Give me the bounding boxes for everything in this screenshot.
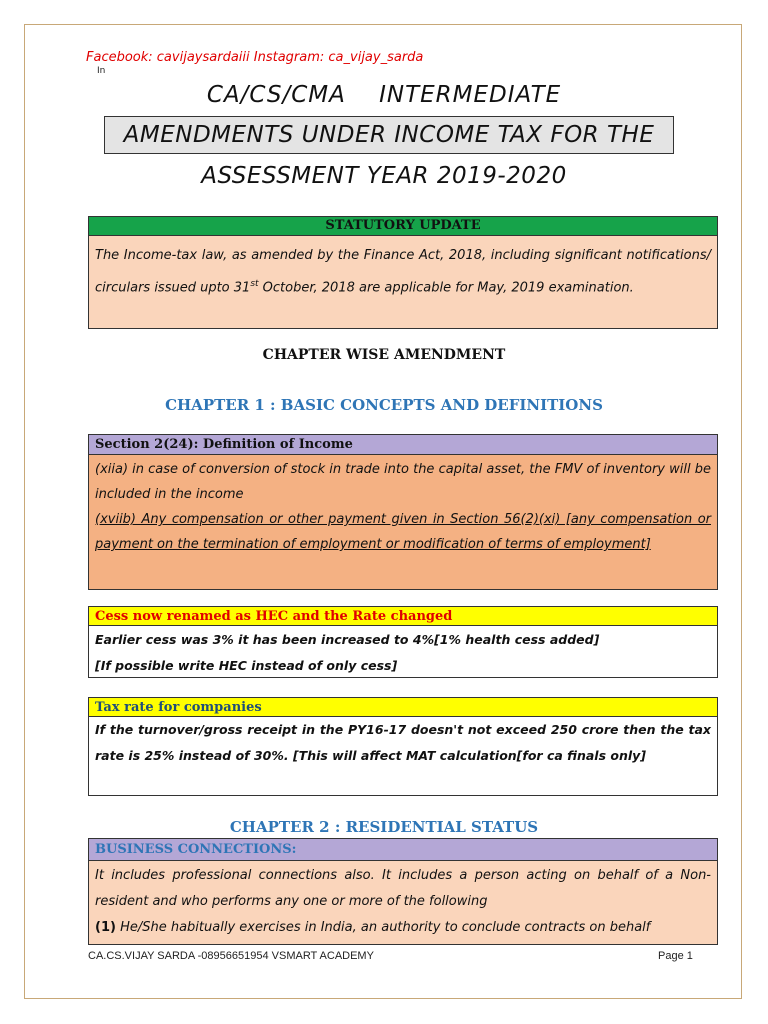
- statutory-update-box: [88, 216, 718, 329]
- social-note: In: [97, 66, 106, 76]
- title-amendments: AMENDMENTS UNDER INCOME TAX FOR THE: [104, 116, 674, 154]
- section-item-xiia: (xiia) in case of conversion of stock in trade into the capital asset, the FMV of inventory will be included in the income: [95, 462, 711, 502]
- statutory-text-part1: The Income-tax law, as amended by the Finance Act, 2018, including significant notifications/ circulars issued upto 31: [95, 248, 711, 296]
- tax-rate-body: If the turnover/gross receipt in the PY16-17 doesn't not exceed 250 crore then the tax rate is 25% instead of 30%. [This will affect MAT calculation[for ca finals only]: [95, 722, 711, 763]
- tax-rate-heading: Tax rate for companies: [89, 698, 717, 717]
- tax-rate-box: [88, 697, 718, 796]
- footer-divider: [88, 944, 718, 945]
- footer-author: CA.CS.VIJAY SARDA -08956651954 VSMART ACADEMY: [88, 950, 374, 962]
- section-2-24-body: [95, 457, 711, 557]
- business-connections-box: [88, 838, 718, 944]
- chapter-wise-heading: CHAPTER WISE AMENDMENT: [262, 347, 506, 363]
- cess-line-1: Earlier cess was 3% it has been increased to 4%[1% health cess added]: [95, 632, 600, 647]
- cess-line-2: [If possible write HEC instead of only cess]: [95, 658, 398, 673]
- statutory-text-sup: st: [250, 279, 259, 289]
- business-connections-text: It includes professional connections also. It includes a person acting on behalf of a Non-resident and who performs any one or more of the following: [95, 868, 711, 909]
- item-text: He/She habitually exercises in India, an authority to conclude contracts on behalf: [115, 920, 651, 935]
- section-2-24-heading: Section 2(24): Definition of Income: [89, 435, 717, 455]
- footer-page-number: Page 1: [658, 950, 693, 962]
- statutory-update-text: [95, 241, 711, 302]
- title-assessment-year: ASSESSMENT YEAR 2019-2020: [201, 163, 567, 189]
- cess-box: [88, 606, 718, 678]
- section-item-xviib: (xviib) Any compensation or other payment given in Section 56(2)(xi) [any compensation or payment on the termination of employment or modification of terms of employment]: [95, 512, 711, 552]
- statutory-update-heading: STATUTORY UPDATE: [89, 217, 717, 236]
- statutory-text-part2: October, 2018 are applicable for May, 2019 examination.: [258, 280, 634, 296]
- cess-heading: Cess now renamed as HEC and the Rate changed: [89, 607, 717, 626]
- business-connections-heading: BUSINESS CONNECTIONS:: [89, 839, 717, 861]
- chapter1-title: CHAPTER 1 : BASIC CONCEPTS AND DEFINITIONS: [165, 396, 603, 414]
- business-connections-item-1: [95, 915, 711, 941]
- chapter2-title: CHAPTER 2 : RESIDENTIAL STATUS: [229, 818, 539, 836]
- item-number: (1): [95, 920, 116, 935]
- business-connections-body: [95, 863, 711, 941]
- social-handles: Facebook: cavijaysardaiii Instagram: ca_vijay_sarda: [86, 50, 424, 65]
- section-2-24-box: [88, 434, 718, 590]
- cess-body: [95, 627, 711, 679]
- title-course: CA/CS/CMA INTERMEDIATE: [206, 82, 562, 108]
